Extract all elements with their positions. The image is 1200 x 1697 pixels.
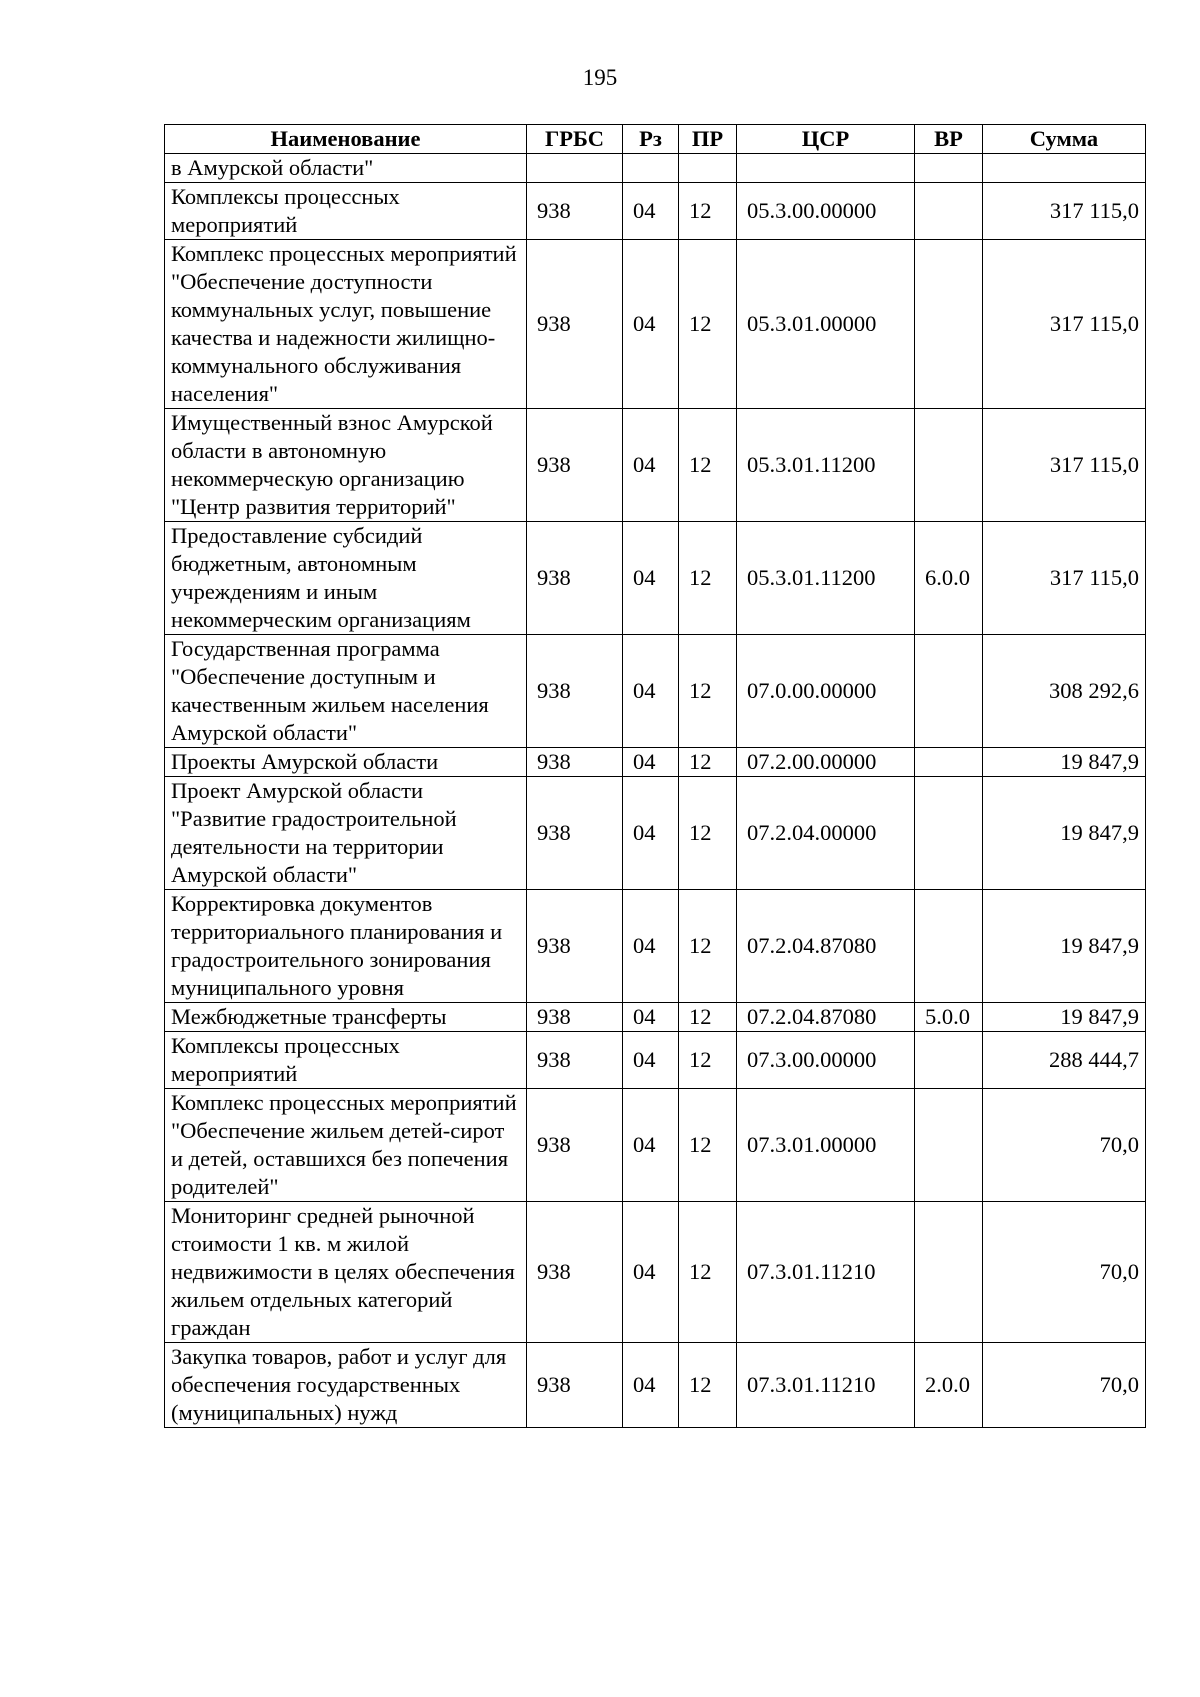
- cell-name: Комплекс процессных мероприятий "Обеспечение жильем детей-сирот и детей, оставшихся без попечения родителей": [165, 1089, 527, 1202]
- cell-grbs: 938: [527, 1089, 623, 1202]
- cell-csr: 07.2.04.87080: [737, 890, 915, 1003]
- cell-rz: 04: [623, 1089, 679, 1202]
- budget-table: [164, 124, 1146, 1428]
- cell-pr: 12: [679, 777, 737, 890]
- header-name: Наименование: [165, 125, 527, 154]
- cell-csr: 07.3.01.00000: [737, 1089, 915, 1202]
- table-row: [165, 1343, 1146, 1428]
- cell-pr: 12: [679, 183, 737, 240]
- cell-sum: 317 115,0: [983, 409, 1146, 522]
- cell-grbs: 938: [527, 635, 623, 748]
- cell-sum: 19 847,9: [983, 777, 1146, 890]
- cell-rz: 04: [623, 409, 679, 522]
- cell-pr: 12: [679, 1003, 737, 1032]
- cell-name: Проект Амурской области "Развитие градостроительной деятельности на территории Амурской области": [165, 777, 527, 890]
- cell-vr: [915, 183, 983, 240]
- cell-vr: [915, 409, 983, 522]
- table-row: [165, 522, 1146, 635]
- cell-csr: 07.3.00.00000: [737, 1032, 915, 1089]
- cell-name: Государственная программа "Обеспечение доступным и качественным жильем населения Амурской области": [165, 635, 527, 748]
- cell-grbs: 938: [527, 240, 623, 409]
- table-row: [165, 1032, 1146, 1089]
- cell-csr: 05.3.01.00000: [737, 240, 915, 409]
- cell-grbs: 938: [527, 409, 623, 522]
- cell-rz: 04: [623, 1003, 679, 1032]
- table-row: [165, 1202, 1146, 1343]
- cell-grbs: [527, 154, 623, 183]
- cell-csr: 05.3.01.11200: [737, 409, 915, 522]
- cell-rz: 04: [623, 890, 679, 1003]
- cell-grbs: 938: [527, 183, 623, 240]
- cell-vr: 5.0.0: [915, 1003, 983, 1032]
- cell-sum: 19 847,9: [983, 748, 1146, 777]
- cell-vr: [915, 240, 983, 409]
- table-row: [165, 890, 1146, 1003]
- cell-vr: [915, 635, 983, 748]
- cell-rz: 04: [623, 240, 679, 409]
- table-row: [165, 635, 1146, 748]
- cell-vr: [915, 154, 983, 183]
- cell-pr: 12: [679, 240, 737, 409]
- cell-pr: 12: [679, 1089, 737, 1202]
- table-row: [165, 154, 1146, 183]
- cell-grbs: 938: [527, 1202, 623, 1343]
- cell-name: Межбюджетные трансферты: [165, 1003, 527, 1032]
- header-row: [165, 125, 1146, 154]
- cell-grbs: 938: [527, 522, 623, 635]
- cell-pr: 12: [679, 635, 737, 748]
- cell-name: в Амурской области": [165, 154, 527, 183]
- cell-sum: 317 115,0: [983, 183, 1146, 240]
- cell-csr: 07.3.01.11210: [737, 1343, 915, 1428]
- cell-csr: 05.3.01.11200: [737, 522, 915, 635]
- header-rz: Рз: [623, 125, 679, 154]
- table-header: [165, 125, 1146, 154]
- cell-rz: 04: [623, 1032, 679, 1089]
- cell-vr: [915, 748, 983, 777]
- cell-name: Закупка товаров, работ и услуг для обеспечения государственных (муниципальных) нужд: [165, 1343, 527, 1428]
- cell-pr: 12: [679, 1202, 737, 1343]
- table-row: [165, 409, 1146, 522]
- table-row: [165, 183, 1146, 240]
- cell-pr: 12: [679, 748, 737, 777]
- cell-name: Комплексы процессных мероприятий: [165, 183, 527, 240]
- table-row: [165, 240, 1146, 409]
- cell-vr: [915, 890, 983, 1003]
- header-csr: ЦСР: [737, 125, 915, 154]
- cell-sum: 19 847,9: [983, 890, 1146, 1003]
- cell-sum: 70,0: [983, 1202, 1146, 1343]
- cell-pr: 12: [679, 1032, 737, 1089]
- cell-csr: 07.3.01.11210: [737, 1202, 915, 1343]
- cell-name: Комплекс процессных мероприятий "Обеспечение доступности коммунальных услуг, повышение качества и надежности жилищно-коммунального обслуживания населения": [165, 240, 527, 409]
- cell-vr: [915, 1202, 983, 1343]
- cell-grbs: 938: [527, 748, 623, 777]
- cell-pr: 12: [679, 890, 737, 1003]
- cell-rz: 04: [623, 1343, 679, 1428]
- table-row: [165, 1003, 1146, 1032]
- table-row: [165, 1089, 1146, 1202]
- cell-sum: 317 115,0: [983, 522, 1146, 635]
- cell-grbs: 938: [527, 777, 623, 890]
- cell-name: Мониторинг средней рыночной стоимости 1 кв. м жилой недвижимости в целях обеспечения жильем отдельных категорий граждан: [165, 1202, 527, 1343]
- cell-sum: 19 847,9: [983, 1003, 1146, 1032]
- cell-name: Предоставление субсидий бюджетным, автономным учреждениям и иным некоммерческим организациям: [165, 522, 527, 635]
- cell-grbs: 938: [527, 890, 623, 1003]
- cell-grbs: 938: [527, 1343, 623, 1428]
- cell-rz: 04: [623, 748, 679, 777]
- header-sum: Сумма: [983, 125, 1146, 154]
- cell-rz: 04: [623, 183, 679, 240]
- cell-name: Имущественный взнос Амурской области в автономную некоммерческую организацию "Центр развития территорий": [165, 409, 527, 522]
- page-number: 195: [582, 65, 618, 90]
- cell-sum: [983, 154, 1146, 183]
- cell-rz: [623, 154, 679, 183]
- cell-rz: 04: [623, 777, 679, 890]
- cell-pr: 12: [679, 522, 737, 635]
- cell-sum: 288 444,7: [983, 1032, 1146, 1089]
- cell-pr: [679, 154, 737, 183]
- cell-csr: 05.3.00.00000: [737, 183, 915, 240]
- table-body: [165, 154, 1146, 1428]
- cell-pr: 12: [679, 409, 737, 522]
- cell-rz: 04: [623, 1202, 679, 1343]
- cell-csr: 07.2.00.00000: [737, 748, 915, 777]
- table-row: [165, 748, 1146, 777]
- cell-name: Корректировка документов территориального планирования и градостроительного зонирования муниципального уровня: [165, 890, 527, 1003]
- cell-sum: 70,0: [983, 1343, 1146, 1428]
- cell-vr: [915, 1032, 983, 1089]
- cell-sum: 70,0: [983, 1089, 1146, 1202]
- cell-vr: [915, 777, 983, 890]
- cell-csr: [737, 154, 915, 183]
- cell-sum: 317 115,0: [983, 240, 1146, 409]
- cell-rz: 04: [623, 522, 679, 635]
- cell-rz: 04: [623, 635, 679, 748]
- header-vr: ВР: [915, 125, 983, 154]
- cell-csr: 07.2.04.00000: [737, 777, 915, 890]
- header-pr: ПР: [679, 125, 737, 154]
- cell-vr: 2.0.0: [915, 1343, 983, 1428]
- cell-sum: 308 292,6: [983, 635, 1146, 748]
- cell-pr: 12: [679, 1343, 737, 1428]
- cell-name: Комплексы процессных мероприятий: [165, 1032, 527, 1089]
- cell-grbs: 938: [527, 1003, 623, 1032]
- cell-name: Проекты Амурской области: [165, 748, 527, 777]
- cell-grbs: 938: [527, 1032, 623, 1089]
- header-grbs: ГРБС: [527, 125, 623, 154]
- cell-csr: 07.2.04.87080: [737, 1003, 915, 1032]
- table-row: [165, 777, 1146, 890]
- cell-csr: 07.0.00.00000: [737, 635, 915, 748]
- cell-vr: [915, 1089, 983, 1202]
- cell-vr: 6.0.0: [915, 522, 983, 635]
